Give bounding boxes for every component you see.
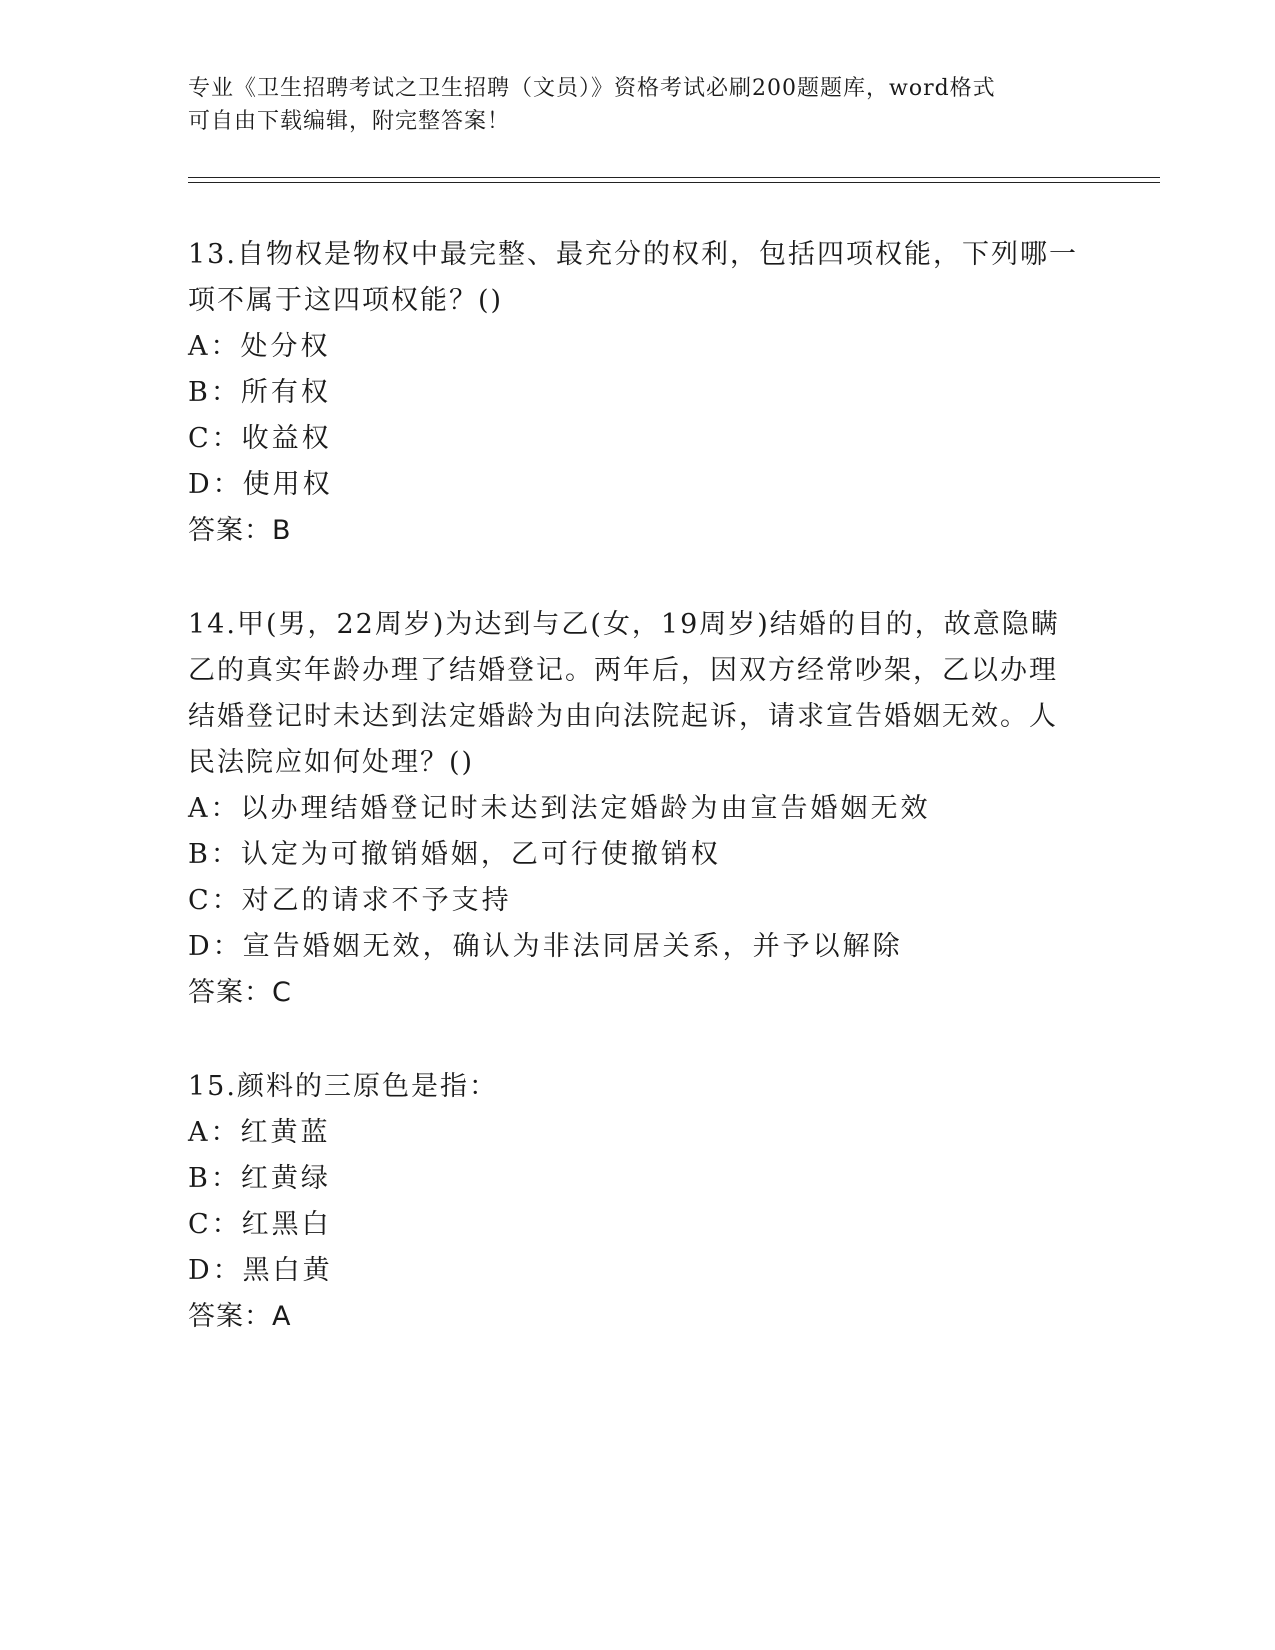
option-d: D：黑白黄 <box>188 1255 333 1286</box>
option-d: D：使用权 <box>188 469 333 500</box>
option-a: A：以办理结婚登记时未达到法定婚龄为由宣告婚姻无效 <box>188 793 931 824</box>
header-line-2: 可自由下载编辑，附完整答案！ <box>188 109 511 134</box>
question-stem-line: 民法院应如何处理？() <box>188 747 475 778</box>
question-stem-line: 结婚登记时未达到法定婚龄为由向法院起诉，请求宣告婚姻无效。人 <box>188 701 1058 732</box>
question-list <box>188 232 1088 1388</box>
question-stem-line: 15.颜料的三原色是指： <box>188 1071 498 1102</box>
question-15 <box>188 1064 1088 1340</box>
option-b: B：红黄绿 <box>188 1163 331 1194</box>
question-stem-line: 项不属于这四项权能？() <box>188 285 504 316</box>
option-c: C：收益权 <box>188 423 332 454</box>
question-stem-line: 乙的真实年龄办理了结婚登记。两年后，因双方经常吵架，乙以办理 <box>188 655 1058 686</box>
header-double-rule <box>188 177 1160 183</box>
document-header <box>188 72 1068 138</box>
question-14 <box>188 602 1088 1016</box>
answer: 答案：A <box>188 1301 292 1332</box>
option-b: B：所有权 <box>188 377 331 408</box>
option-a: A：红黄蓝 <box>188 1117 331 1148</box>
answer: 答案：C <box>188 977 292 1008</box>
option-a: A：处分权 <box>188 331 331 362</box>
option-b: B：认定为可撤销婚姻，乙可行使撤销权 <box>188 839 721 870</box>
option-c: C：红黑白 <box>188 1209 332 1240</box>
header-line-1: 专业《卫生招聘考试之卫生招聘（文员）》资格考试必刷200题题库，word格式 <box>188 76 996 101</box>
question-13 <box>188 232 1088 554</box>
answer: 答案：B <box>188 515 292 546</box>
option-c: C：对乙的请求不予支持 <box>188 885 512 916</box>
question-stem-line: 13.自物权是物权中最完整、最充分的权利，包括四项权能，下列哪一 <box>188 239 1078 270</box>
option-d: D：宣告婚姻无效，确认为非法同居关系，并予以解除 <box>188 931 903 962</box>
question-stem-line: 14.甲(男，22周岁)为达到与乙(女，19周岁)结婚的目的，故意隐瞒 <box>188 609 1060 640</box>
